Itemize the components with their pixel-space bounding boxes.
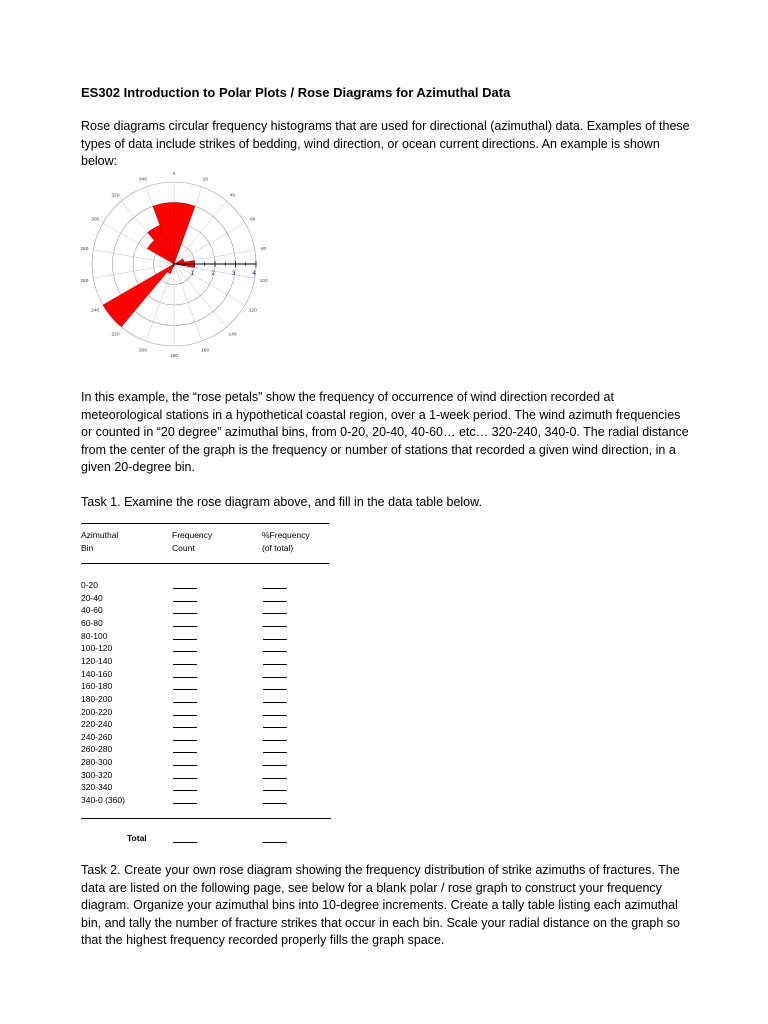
- percent-frequency-blank[interactable]: [263, 642, 287, 652]
- table-row: [81, 592, 321, 605]
- rose-petal: [174, 203, 195, 265]
- percent-frequency-blank[interactable]: [263, 756, 287, 766]
- bin-label: 140-160: [81, 668, 113, 679]
- header-bin-line2: Bin: [81, 543, 94, 553]
- angle-label: 80: [260, 247, 267, 253]
- frequency-count-blank[interactable]: [173, 693, 197, 703]
- angle-label: 240: [91, 308, 100, 314]
- angle-label: 40: [229, 193, 236, 199]
- angle-label: 160: [201, 348, 210, 354]
- table-row: [81, 642, 321, 655]
- table-row: [81, 743, 321, 756]
- percent-frequency-blank[interactable]: [263, 630, 287, 640]
- angle-label: 340: [138, 177, 147, 183]
- table-top-rule: [81, 523, 329, 524]
- radial-label: 2: [211, 270, 215, 277]
- table-row: [81, 693, 321, 706]
- header-bin-line1: Azimuthal: [81, 530, 119, 540]
- frequency-count-blank[interactable]: [173, 604, 197, 614]
- document-title: ES302 Introduction to Polar Plots / Rose Diagrams for Azimuthal Data: [81, 85, 511, 100]
- bin-label: 180-200: [81, 693, 113, 704]
- bin-label: 100-120: [81, 643, 113, 654]
- table-row: [81, 617, 321, 630]
- percent-frequency-blank[interactable]: [263, 781, 287, 791]
- frequency-count-blank[interactable]: [173, 756, 197, 766]
- table-row: [81, 655, 321, 668]
- bin-label: 0-20: [81, 580, 99, 590]
- bin-label: 160-180: [81, 681, 113, 692]
- percent-frequency-blank[interactable]: [263, 655, 287, 665]
- frequency-count-blank[interactable]: [173, 794, 197, 804]
- bin-label: 240-260: [81, 731, 113, 742]
- table-row: [81, 706, 321, 719]
- frequency-count-blank[interactable]: [173, 642, 197, 652]
- bin-label: 340-0 (360): [81, 795, 125, 806]
- percent-frequency-blank[interactable]: [263, 592, 287, 602]
- angle-label: 220: [111, 332, 120, 338]
- percent-frequency-blank[interactable]: [263, 579, 287, 589]
- table-bottom-rule: [81, 818, 331, 819]
- percent-frequency-blank[interactable]: [263, 718, 287, 728]
- frequency-count-blank[interactable]: [173, 731, 197, 741]
- example-paragraph: In this example, the “rose petals” show the frequency of occurrence of wind direction recorded at meteorological stations in a hypothetical coastal region, over a 1-week period. The wind azimuth frequencies or counted in “20 degree” azimuthal bins, from 0-20, 20-40, 40-60… etc… 320-240, 340-0. The radial distance from the center of the graph is the frequency or number of stations that recorded a given wind direction, in a given 20-degree bin.: [81, 390, 689, 474]
- table-row: [81, 680, 321, 693]
- angle-label: 0: [172, 172, 176, 177]
- table-row: [81, 630, 321, 643]
- table-row: [81, 781, 321, 794]
- frequency-count-blank[interactable]: [173, 718, 197, 728]
- task1-instruction: Task 1. Examine the rose diagram above, and fill in the data table below.: [81, 495, 482, 509]
- intro-paragraph: Rose diagrams circular frequency histograms that are used for directional (azimuthal) data. Examples of these types of data include strikes of bedding, wind direction, or ocean current directions. An example is shown below:: [81, 119, 690, 168]
- frequency-count-blank[interactable]: [173, 655, 197, 665]
- percent-frequency-blank[interactable]: [263, 731, 287, 741]
- bin-label: 320-340: [81, 782, 113, 793]
- table-row: [81, 718, 321, 731]
- total-label: Total: [127, 833, 147, 843]
- frequency-count-blank[interactable]: [173, 592, 197, 602]
- frequency-count-blank[interactable]: [173, 743, 197, 753]
- angle-label: 100: [259, 278, 268, 284]
- bin-label: 220-240: [81, 719, 113, 730]
- percent-frequency-blank[interactable]: [263, 794, 287, 804]
- radial-label: 1: [190, 270, 195, 277]
- bin-label: 300-320: [81, 769, 113, 780]
- percent-frequency-blank[interactable]: [263, 706, 287, 716]
- total-percent-blank[interactable]: [263, 833, 287, 843]
- angle-label: 120: [248, 308, 257, 314]
- bin-label: 280-300: [81, 757, 113, 768]
- header-count-line2: Count: [172, 543, 195, 553]
- bin-label: 40-60: [81, 605, 103, 616]
- header-count-line1: Frequency: [172, 530, 213, 540]
- frequency-count-blank[interactable]: [173, 706, 197, 716]
- header-percent-line2: (of total): [262, 543, 294, 553]
- grid-spoke: [174, 264, 227, 327]
- percent-frequency-blank[interactable]: [263, 617, 287, 627]
- angle-label: 180: [169, 354, 179, 359]
- angle-label: 280: [80, 247, 89, 253]
- table-row: [81, 668, 321, 681]
- bin-label: 20-40: [81, 592, 103, 603]
- header-percent-line1: %Frequency: [262, 530, 310, 540]
- bin-label: 260-280: [81, 744, 113, 755]
- percent-frequency-blank[interactable]: [263, 668, 287, 678]
- frequency-count-blank[interactable]: [173, 668, 197, 678]
- task2-instruction: Task 2. Create your own rose diagram showing the frequency distribution of strike azimuths of fractures. The data are listed on the following page, see below for a blank polar / rose graph to construct your frequency diagram. Organize your azimuthal bins into 10-degree increments. Create a tally table listing each azimuthal bin, and tally the number of fracture strikes that occur in each bin. Scale your radial distance on the graph so that the highest frequency recorded properly fills the graph space.: [81, 863, 680, 947]
- percent-frequency-blank[interactable]: [263, 604, 287, 614]
- radial-label: 4: [252, 270, 256, 277]
- radial-label: 3: [231, 270, 236, 277]
- grid-spoke: [174, 264, 202, 341]
- frequency-count-blank[interactable]: [173, 617, 197, 627]
- percent-frequency-blank[interactable]: [263, 693, 287, 703]
- rose-petal: [103, 264, 174, 327]
- frequency-count-blank[interactable]: [173, 630, 197, 640]
- bin-label: 60-80: [81, 617, 103, 628]
- angle-label: 140: [228, 332, 237, 338]
- percent-frequency-blank[interactable]: [263, 680, 287, 690]
- table-row: [81, 769, 321, 782]
- total-count-blank[interactable]: [173, 833, 197, 843]
- frequency-count-blank[interactable]: [173, 781, 197, 791]
- table-row: [81, 794, 321, 807]
- table-row: [81, 604, 321, 617]
- table-row: [81, 579, 321, 592]
- angle-label: 60: [250, 217, 256, 223]
- table-row: [81, 756, 321, 769]
- bin-label: 120-140: [81, 655, 113, 666]
- angle-label: 20: [202, 177, 208, 183]
- percent-frequency-blank[interactable]: [263, 743, 287, 753]
- table-row: [81, 731, 321, 744]
- angle-label: 200: [138, 348, 147, 354]
- bin-label: 80-100: [81, 630, 108, 641]
- angle-label: 320: [111, 193, 120, 199]
- bin-label: 200-220: [81, 706, 113, 717]
- frequency-count-blank[interactable]: [173, 769, 197, 779]
- frequency-count-blank[interactable]: [173, 579, 197, 589]
- rose-diagram: [78, 167, 278, 360]
- frequency-count-blank[interactable]: [173, 680, 197, 690]
- table-header-rule: [81, 563, 329, 564]
- angle-label: 300: [91, 217, 100, 223]
- percent-frequency-blank[interactable]: [263, 769, 287, 779]
- angle-label: 260: [80, 278, 89, 284]
